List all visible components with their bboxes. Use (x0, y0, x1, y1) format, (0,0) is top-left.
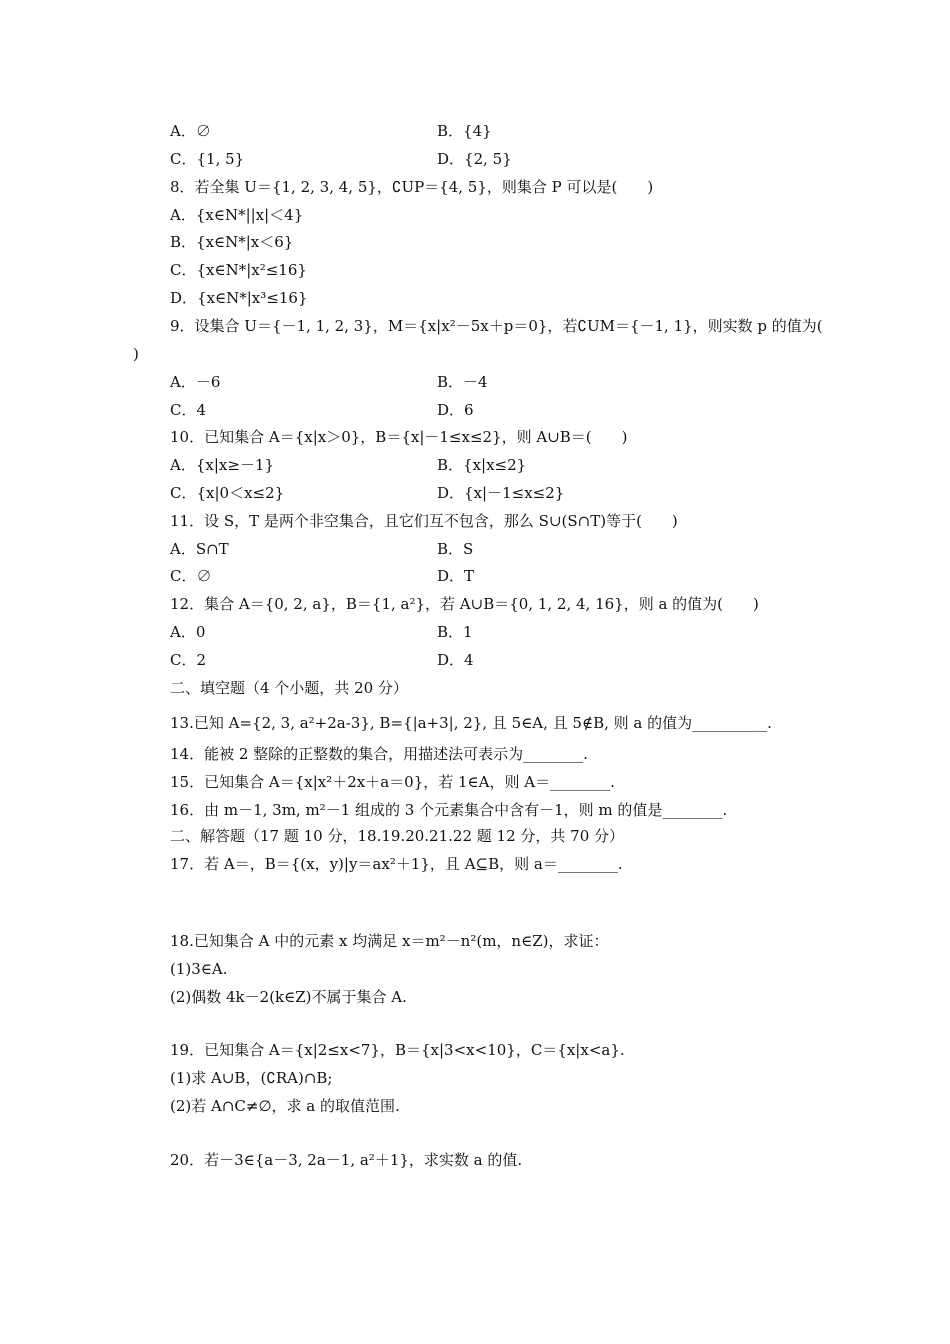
text-line: 18.已知集合 A 中的元素 x 均满足 x＝m²－n²(m，n∈Z)，求证： (170, 932, 609, 950)
text-line: B．S (437, 540, 474, 558)
text-line: C．{x∈N*|x²≤16} (170, 261, 307, 279)
text-line: C．{x|0＜x≤2} (170, 484, 285, 502)
text-line: B．{4} (437, 122, 492, 140)
text-line: 9．设集合 U＝{－1, 1, 2, 3}，M＝{x|x²－5x＋p＝0}，若∁UM＝{－1, 1}，则实数 p 的值为( (170, 317, 823, 335)
text-line: (2)偶数 4k－2(k∈Z)不属于集合 A. (170, 988, 407, 1006)
text-line: 13.已知 A={2, 3, a²+2a-3}, B={|a+3|, 2}, 且 5∈A, 且 5∉B, 则 a 的值为__________. (170, 714, 772, 732)
text-line: C．2 (170, 651, 207, 669)
text-line: (1)3∈A. (170, 960, 228, 978)
text-line: C．4 (170, 401, 207, 419)
text-line: C．{1, 5} (170, 150, 245, 168)
text-line: 20．若－3∈{a－3, 2a－1, a²＋1}，求实数 a 的值. (170, 1151, 523, 1169)
text-line: 8．若全集 U＝{1, 2, 3, 4, 5}，∁UP＝{4, 5}，则集合 P 可以是( ) (170, 178, 654, 196)
text-line: B．{x|x≤2} (437, 456, 527, 474)
text-line: 11．设 S，T 是两个非空集合，且它们互不包含，那么 S∪(S∩T)等于( ) (170, 512, 678, 530)
text-line: A．－6 (170, 373, 221, 391)
text-line: 19．已知集合 A＝{x|2≤x<7}，B＝{x|3<x<10}，C＝{x|x<a}. (170, 1041, 625, 1059)
text-line: 12．集合 A＝{0, 2, a}，B＝{1, a²}，若 A∪B＝{0, 1, 2, 4, 16}，则 a 的值为( ) (170, 595, 759, 613)
text-line: B．{x∈N*|x＜6} (170, 233, 294, 251)
text-line: D．{x∈N*|x³≤16} (170, 289, 308, 307)
text-line: C．∅ (170, 567, 212, 585)
text-line: D．4 (437, 651, 474, 669)
text-line: D．T (437, 567, 475, 585)
text-line: A．{x|x≥－1} (170, 456, 275, 474)
text-line: 二、解答题（17 题 10 分，18.19.20.21.22 题 12 分，共 70 分） (170, 827, 625, 845)
text-line: B．1 (437, 623, 473, 641)
text-line: (2)若 A∩C≠∅，求 a 的取值范围. (170, 1097, 400, 1115)
text-line: A．S∩T (170, 540, 229, 558)
text-line: 10．已知集合 A＝{x|x＞0}，B＝{x|－1≤x≤2}，则 A∪B＝( ) (170, 428, 628, 446)
text-line: A．{x∈N*||x|＜4} (170, 206, 304, 224)
text-line: B．－4 (437, 373, 488, 391)
text-line: D．6 (437, 401, 474, 419)
text-line: (1)求 A∪B，(∁RA)∩B; (170, 1069, 333, 1087)
text-line: D．{2, 5} (437, 150, 512, 168)
text-line: 14．能被 2 整除的正整数的集合，用描述法可表示为________. (170, 745, 588, 763)
text-line: 二、填空题（4 个小题，共 20 分） (170, 679, 408, 697)
text-line: D．{x|－1≤x≤2} (437, 484, 565, 502)
text-line: A．∅ (170, 122, 211, 140)
text-line: A．0 (170, 623, 206, 641)
text-line: ) (133, 345, 139, 363)
text-line: 16．由 m－1, 3m, m²－1 组成的 3 个元素集合中含有－1，则 m 的值是________. (170, 801, 728, 819)
text-line: 17．若 A＝，B＝{(x，y)|y＝ax²＋1}，且 A⊆B，则 a＝________. (170, 855, 623, 873)
text-line: 15．已知集合 A＝{x|x²＋2x＋a＝0}，若 1∈A，则 A＝________. (170, 773, 615, 791)
